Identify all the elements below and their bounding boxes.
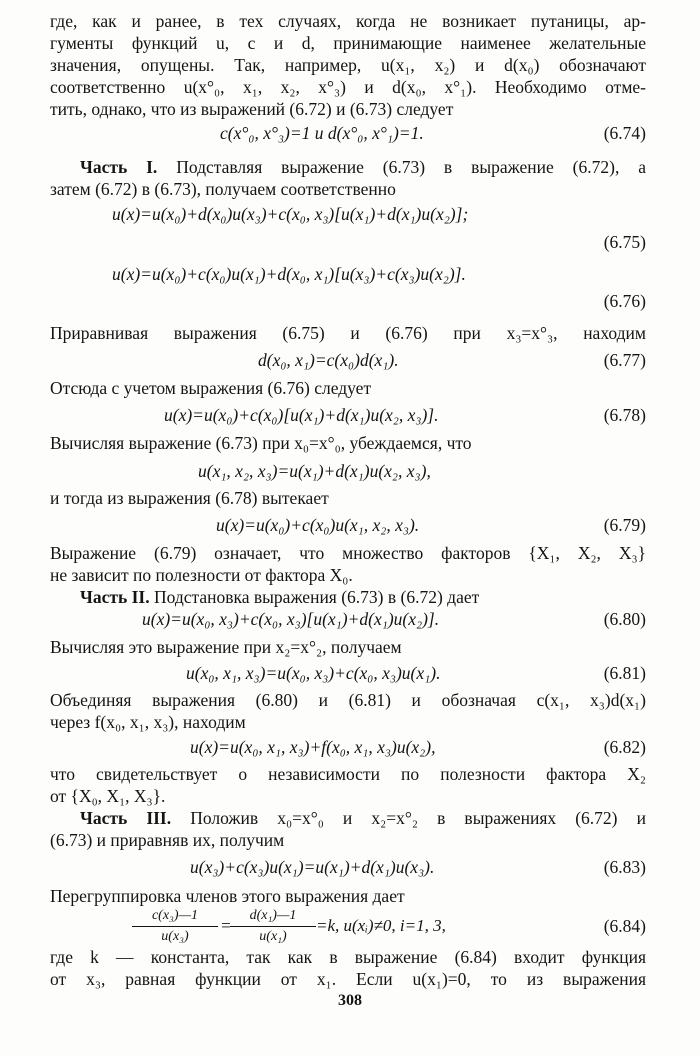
equation-6-81 bbox=[50, 661, 646, 685]
text-line: Перегруппировка членов этого выражения дает bbox=[50, 886, 405, 906]
equation-unnumbered bbox=[50, 459, 646, 483]
text-line: и тогда из выражения (6.78) вытекает bbox=[50, 488, 329, 508]
equation-6-76 bbox=[50, 262, 646, 286]
equation-6-77 bbox=[50, 348, 646, 372]
equation-body: u(x₀, x₁, x₃)=u(x₀, x₃)+c(x₀, x₃)u(x₁). bbox=[186, 663, 441, 683]
equation-number: (6.84) bbox=[603, 916, 646, 936]
equation-body: u(x)=u(x₀)+d(x₀)u(x₃)+c(x₀, x₃)[u(x₁)+d(x₁)u(x₂)]; bbox=[112, 204, 469, 224]
denominator: u(x₁) bbox=[259, 929, 287, 944]
equation-tail: =k, u(xᵢ)≠0, i=1, 3, bbox=[316, 916, 446, 935]
equation-body: u(x₃)+c(x₃)u(x₁)=u(x₁)+d(x₁)u(x₃). bbox=[190, 857, 435, 877]
text-line: не зависит по полезности от фактора X₀. bbox=[50, 565, 353, 585]
equation-number: (6.74) bbox=[603, 123, 646, 143]
equation-number: (6.83) bbox=[603, 857, 646, 877]
equation-6-75 bbox=[50, 202, 646, 226]
text-line bbox=[80, 586, 646, 608]
numerator: c(x₃)—1 bbox=[132, 906, 218, 927]
equation-number: (6.75) bbox=[603, 232, 646, 252]
text-span: Подстановка выражения (6.73) в (6.72) дает bbox=[149, 587, 480, 607]
text-line: через f(x₀, x₁, x₃), находим bbox=[50, 712, 246, 732]
equation-number: (6.77) bbox=[603, 350, 646, 370]
equation-number: (6.79) bbox=[603, 515, 646, 535]
text-line bbox=[80, 156, 646, 178]
equation-body: u(x)=u(x₀)+c(x₀)[u(x₁)+d(x₁)u(x₂, x₃)]. bbox=[164, 405, 439, 425]
text-line: Выражение (6.79) означает, что множество факторов {X₁, X₂, X₃} bbox=[50, 543, 646, 563]
text-line: от x₃, равная функции от x₁. Если u(x₁)=0, то из выражения bbox=[50, 969, 646, 989]
section-heading: Часть II. bbox=[80, 587, 150, 607]
text-line: затем (6.72) в (6.73), получаем соответственно bbox=[50, 179, 396, 199]
text-line: значения, опущены. Так, например, u(x₁, x₂) и d(x₀) обозначают bbox=[50, 55, 646, 75]
section-heading: Часть III. bbox=[80, 808, 172, 828]
text-line: от {X₀, X₁, X₃}. bbox=[50, 786, 166, 806]
equation-body: u(x₁, x₂, x₃)=u(x₁)+d(x₁)u(x₂, x₃), bbox=[198, 461, 431, 481]
equation-6-74 bbox=[50, 121, 646, 145]
text-span: Подставляя выражение (6.73) в выражение (6.72), а bbox=[157, 157, 646, 177]
equals-sign: = bbox=[220, 916, 232, 935]
fraction bbox=[230, 906, 316, 947]
equation-body: u(x)=u(x₀, x₃)+c(x₀, x₃)[u(x₁)+d(x₁)u(x₂)]. bbox=[142, 609, 440, 629]
equation-number: (6.82) bbox=[603, 737, 646, 757]
equation-number: (6.78) bbox=[603, 405, 646, 425]
text-line: Вычисляя это выражение при x₂=x°₂, получаем bbox=[50, 637, 402, 657]
equation-body: u(x)=u(x₀, x₁, x₃)+f(x₀, x₁, x₃)u(x₂), bbox=[190, 737, 436, 757]
equation-6-84 bbox=[50, 906, 646, 950]
text-line: (6.73) и приравняв их, получим bbox=[50, 830, 285, 850]
equation-6-82 bbox=[50, 735, 646, 759]
text-line bbox=[80, 807, 646, 829]
denominator: u(x₃) bbox=[161, 929, 189, 944]
equation-6-80 bbox=[50, 607, 646, 631]
text-line: где k — константа, так как в выражение (6.84) входит функция bbox=[50, 947, 646, 967]
text-line: Приравнивая выражения (6.75) и (6.76) при x₃=x°₃, находим bbox=[50, 323, 646, 343]
page-number: 308 bbox=[338, 992, 362, 1009]
equation-number: (6.76) bbox=[603, 291, 646, 311]
text-line: где, как и ранее, в тех случаях, когда не возникает путаницы, ар- bbox=[50, 11, 646, 31]
equation-body: d(x₀, x₁)=c(x₀)d(x₁). bbox=[258, 350, 399, 370]
fraction bbox=[132, 906, 218, 947]
text-line: Объединяя выражения (6.80) и (6.81) и обозначая c(x₁, x₃)d(x₁) bbox=[50, 690, 646, 710]
equation-6-83 bbox=[50, 855, 646, 879]
text-line: тить, однако, что из выражений (6.72) и (6.73) следует bbox=[50, 99, 454, 119]
equation-body: u(x)=u(x₀)+c(x₀)u(x₁)+d(x₀, x₁)[u(x₃)+c(x₃)u(x₂)]. bbox=[112, 264, 466, 284]
equation-6-78 bbox=[50, 403, 646, 427]
text-line: гументы функций u, c и d, принимающие наименее желательные bbox=[50, 33, 646, 53]
text-line: Отсюда с учетом выражения (6.76) следует bbox=[50, 378, 372, 398]
text-line: соответственно u(x°₀, x₁, x₂, x°₃) и d(x₀, x°₁). Необходимо отме- bbox=[50, 77, 646, 97]
equation-number: (6.80) bbox=[603, 609, 646, 629]
equation-body: u(x)=u(x₀)+c(x₀)u(x₁, x₂, x₃). bbox=[216, 515, 420, 535]
numerator: d(x₁)—1 bbox=[230, 906, 316, 927]
text-line: Вычисляя выражение (6.73) при x₀=x°₀, убеждаемся, что bbox=[50, 433, 472, 453]
text-span: Положив x₀=x°₀ и x₂=x°₂ в выражениях (6.72) и bbox=[171, 808, 646, 828]
section-heading: Часть I. bbox=[80, 157, 158, 177]
text-line: что свидетельствует о независимости по полезности фактора X₂ bbox=[50, 764, 646, 784]
equation-number: (6.81) bbox=[603, 663, 646, 683]
equation-body: c(x°₀, x°₃)=1 и d(x°₀, x°₁)=1. bbox=[220, 123, 424, 143]
equation-6-79 bbox=[50, 513, 646, 537]
